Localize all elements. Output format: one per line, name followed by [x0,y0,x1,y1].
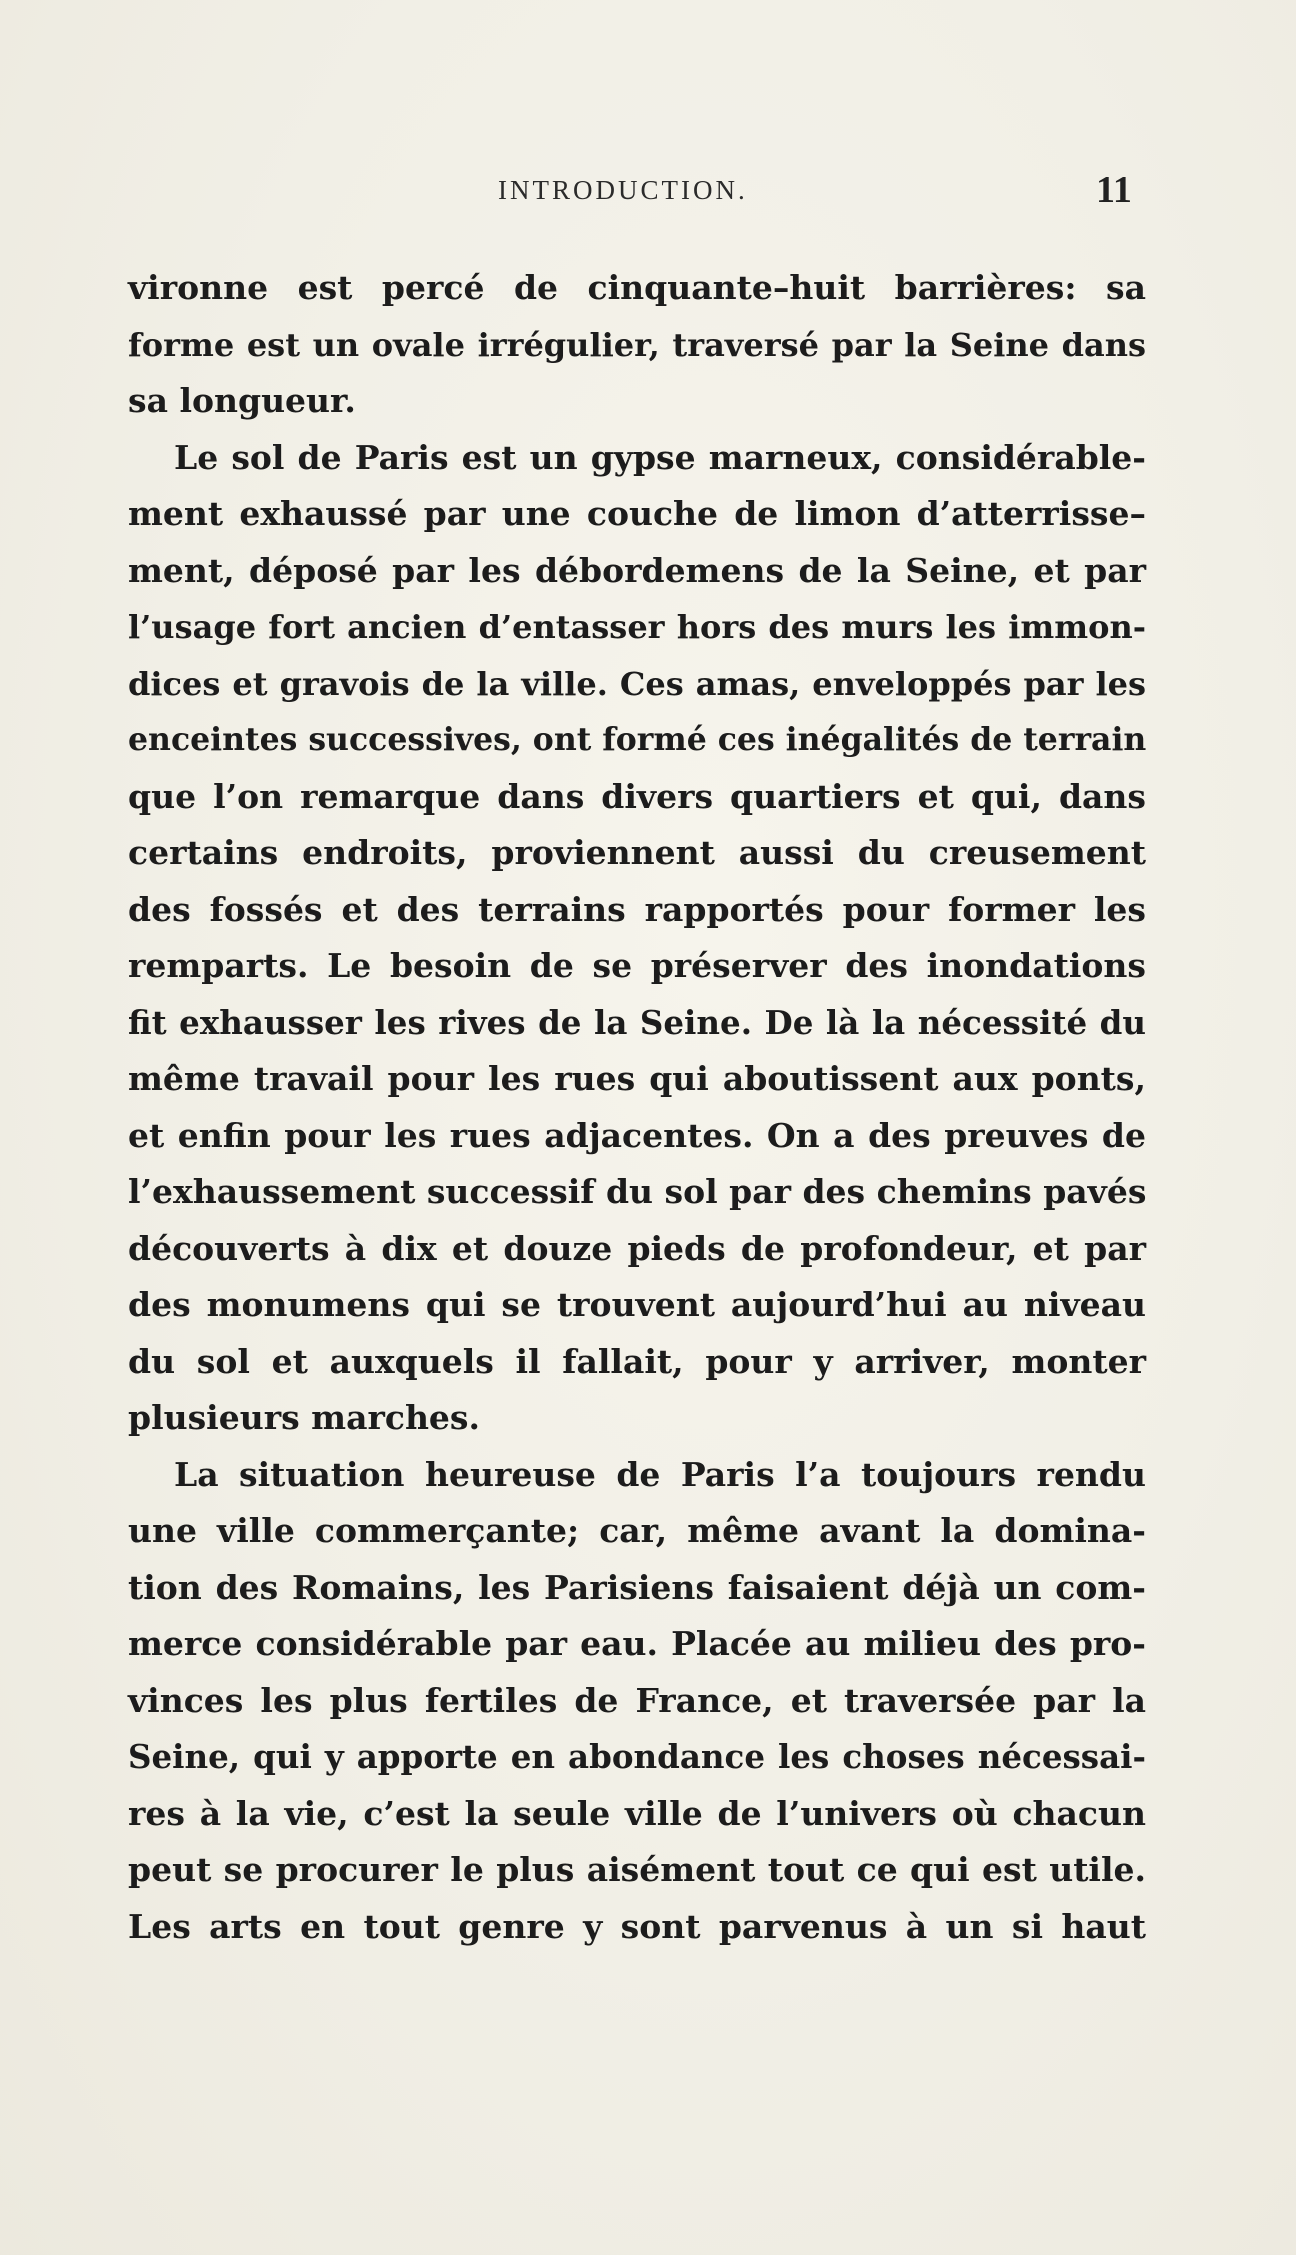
text-line: que l’on remarque dans divers quartiers et qui, dans [128,776,1146,816]
text-line: découverts à dix et douze pieds de profondeur, et par [128,1228,1146,1268]
paragraph-start-line: La situation heureuse de Paris l’a toujours rendu [174,1454,1146,1494]
paragraph-start-line: Le sol de Paris est un gypse marneux, considérable- [174,437,1146,477]
text-line: des monumens qui se trouvent aujourd’hui au niveau [128,1285,1146,1324]
text-line: peut se procurer le plus aisément tout ce qui est utile. [128,1850,1146,1889]
text-line: vinces les plus fertiles de France, et traversée par la [128,1680,1146,1720]
page-number: 11 [1096,169,1132,211]
text-line: vironne est percé de cinquante–huit barrières: sa [128,268,1146,307]
text-line: et enfin pour les rues adjacentes. On a des preuves de [128,1115,1146,1155]
text-line: ment exhaussé par une couche de limon d’atterrisse– [128,494,1146,533]
text-line: l’exhaussement successif du sol par des chemins pavés [128,1172,1147,1211]
text-line: fit exhausser les rives de la Seine. De là la nécessité du [128,1002,1146,1042]
text-line: dices et gravois de la ville. Ces amas, enveloppés par les [128,664,1146,703]
text-line: sa longueur. [128,381,356,420]
text-line: enceintes successives, ont formé ces inégalités de terrain [128,721,1147,758]
page-header [0,170,1296,220]
running-head: INTRODUCTION. [498,175,748,205]
body-text [128,260,1146,1955]
text-line: des fossés et des terrains rapportés pour former les [128,889,1146,929]
text-line: certains endroits, proviennent aussi du creusement [128,833,1146,872]
text-line: une ville commerçante; car, même avant la domina- [128,1511,1146,1550]
text-line: plusieurs marches. [128,1398,480,1437]
text-line: même travail pour les rues qui aboutissent aux ponts, [128,1059,1146,1098]
text-line: tion des Romains, les Parisiens faisaient déjà un com- [128,1567,1146,1607]
text-line: Seine, qui y apporte en abondance les choses nécessai- [128,1737,1146,1776]
text-line: forme est un ovale irrégulier, traversé par la Seine dans [128,325,1146,364]
text-line: Les arts en tout genre y sont parvenus à un si haut [128,1906,1146,1946]
text-line: merce considérable par eau. Placée au milieu des pro- [128,1624,1146,1663]
text-line: res à la vie, c’est la seule ville de l’univers où chacun [128,1793,1146,1833]
text-line: remparts. Le besoin de se préserver des inondations [128,946,1146,985]
text-line: l’usage fort ancien d’entasser hors des murs les immon- [128,608,1146,646]
text-line: du sol et auxquels il fallait, pour y arriver, monter [128,1341,1146,1381]
text-line: ment, déposé par les débordemens de la Seine, et par [128,550,1146,590]
